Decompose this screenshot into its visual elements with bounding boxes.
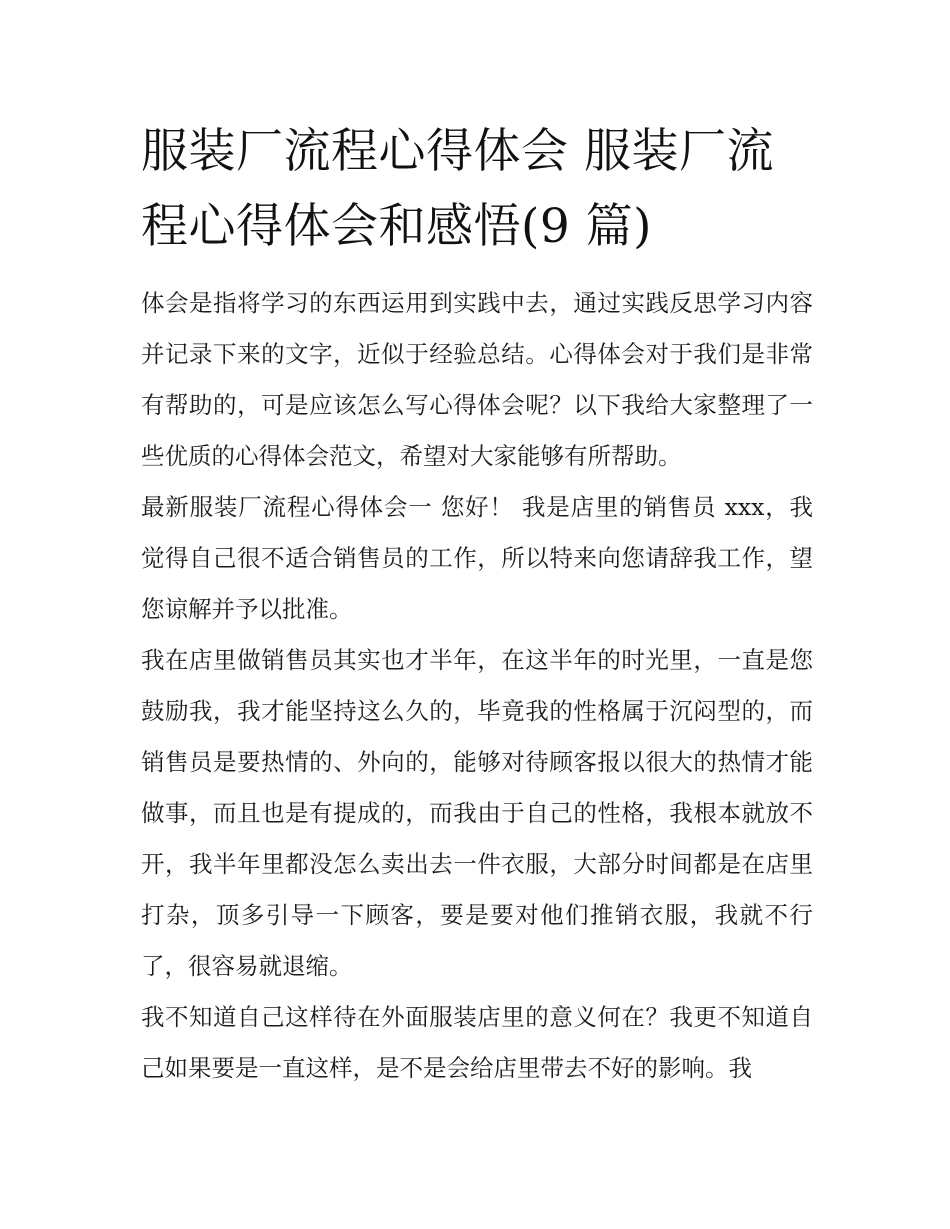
document-content bbox=[141, 114, 813, 1094]
document-body bbox=[141, 278, 813, 1094]
paragraph-reflection: 我不知道自己这样待在外面服装店里的意义何在？我更不知道自己如果要是一直这样，是不是会给店里带去不好的影响。我 bbox=[141, 1003, 813, 1082]
paragraph-sales-experience: 我在店里做销售员其实也才半年，在这半年的时光里，一直是您鼓励我，我才能坚持这么久的，毕竟我的性格属于沉闷型的，而销售员是要热情的、外向的，能够对待顾客报以很大的热情才能做事，而且也是有提成的，而我由于自己的性格，我根本就放不开，我半年里都没怎么卖出去一件衣服，大部分时间都是在店里打杂，顶多引导一下顾客，要是要对他们推销衣服，我就不行了，很容易就退缩。 bbox=[141, 646, 813, 980]
paragraph-letter-opening: 最新服装厂流程心得体会一 您好！ 我是店里的销售员 xxx，我觉得自己很不适合销售员的工作，所以特来向您请辞我工作，望您谅解并予以批准。 bbox=[141, 493, 813, 623]
document-title: 服装厂流程心得体会 服装厂流程心得体会和感悟(9 篇) bbox=[141, 124, 774, 254]
paragraph-intro: 体会是指将学习的东西运用到实践中去，通过实践反思学习内容并记录下来的文字，近似于经验总结。心得体会对于我们是非常有帮助的，可是应该怎么写心得体会呢？以下我给大家整理了一些优质的心得体会范文，希望对大家能够有所帮助。 bbox=[141, 289, 813, 470]
